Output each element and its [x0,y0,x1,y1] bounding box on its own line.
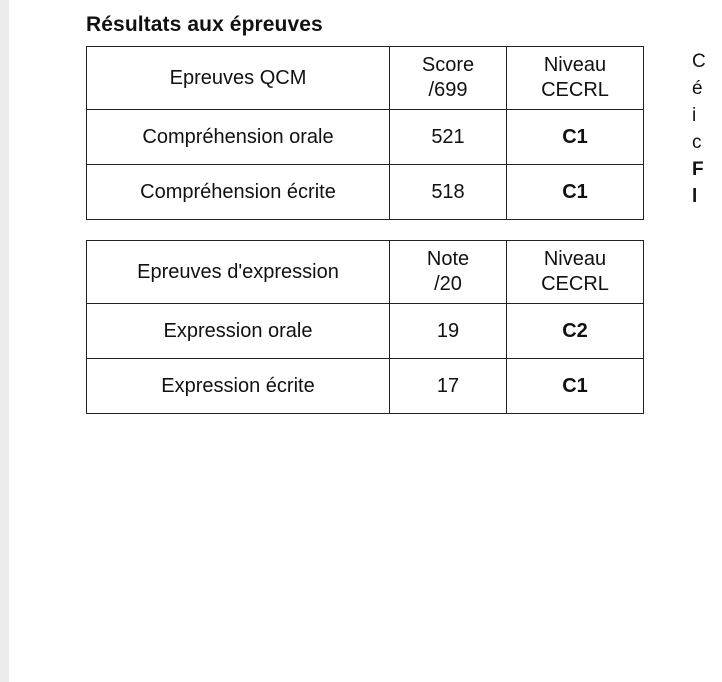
side-line: l [692,186,698,207]
niveau-cell: C1 [507,165,644,220]
header-niveau-label: Niveau [543,248,607,270]
header-niveau-cecrl: CECRL [541,273,609,295]
score-cell: 521 [390,110,507,165]
side-line: C [692,51,706,72]
header-note-label: Note [426,248,470,270]
header-epreuves-qcm: Epreuves QCM [87,47,390,110]
niveau-cell: C1 [507,110,644,165]
header-niveau [507,241,644,304]
niveau-cell: C1 [507,359,644,414]
cropped-side-column [692,48,722,210]
header-epreuves-expression: Epreuves d'expression [87,241,390,304]
epreuve-cell: Expression orale [87,304,390,359]
table-row [87,359,644,414]
niveau-cell: C2 [507,304,644,359]
header-score-label: Score [421,54,475,76]
score-cell: 518 [390,165,507,220]
header-score [390,47,507,110]
page-left-edge [0,0,9,682]
qcm-results-table [86,46,644,220]
note-cell: 19 [390,304,507,359]
side-line: i [692,105,697,126]
header-note-max: /20 [434,273,462,295]
table-header-row [87,47,644,110]
header-niveau-label: Niveau [543,54,607,76]
table-row [87,110,644,165]
table-header-row [87,241,644,304]
header-niveau [507,47,644,110]
header-niveau-cecrl: CECRL [541,79,609,101]
side-line: F [692,159,704,180]
side-line: é [692,78,703,99]
header-score-max: /699 [428,79,468,101]
table-row [87,304,644,359]
header-note [390,241,507,304]
epreuve-cell: Compréhension orale [87,110,390,165]
page-title: Résultats aux épreuves [86,13,323,36]
expression-results-table [86,240,644,414]
epreuve-cell: Compréhension écrite [87,165,390,220]
epreuve-cell: Expression écrite [87,359,390,414]
note-cell: 17 [390,359,507,414]
side-line: c [692,132,702,153]
table-row [87,165,644,220]
